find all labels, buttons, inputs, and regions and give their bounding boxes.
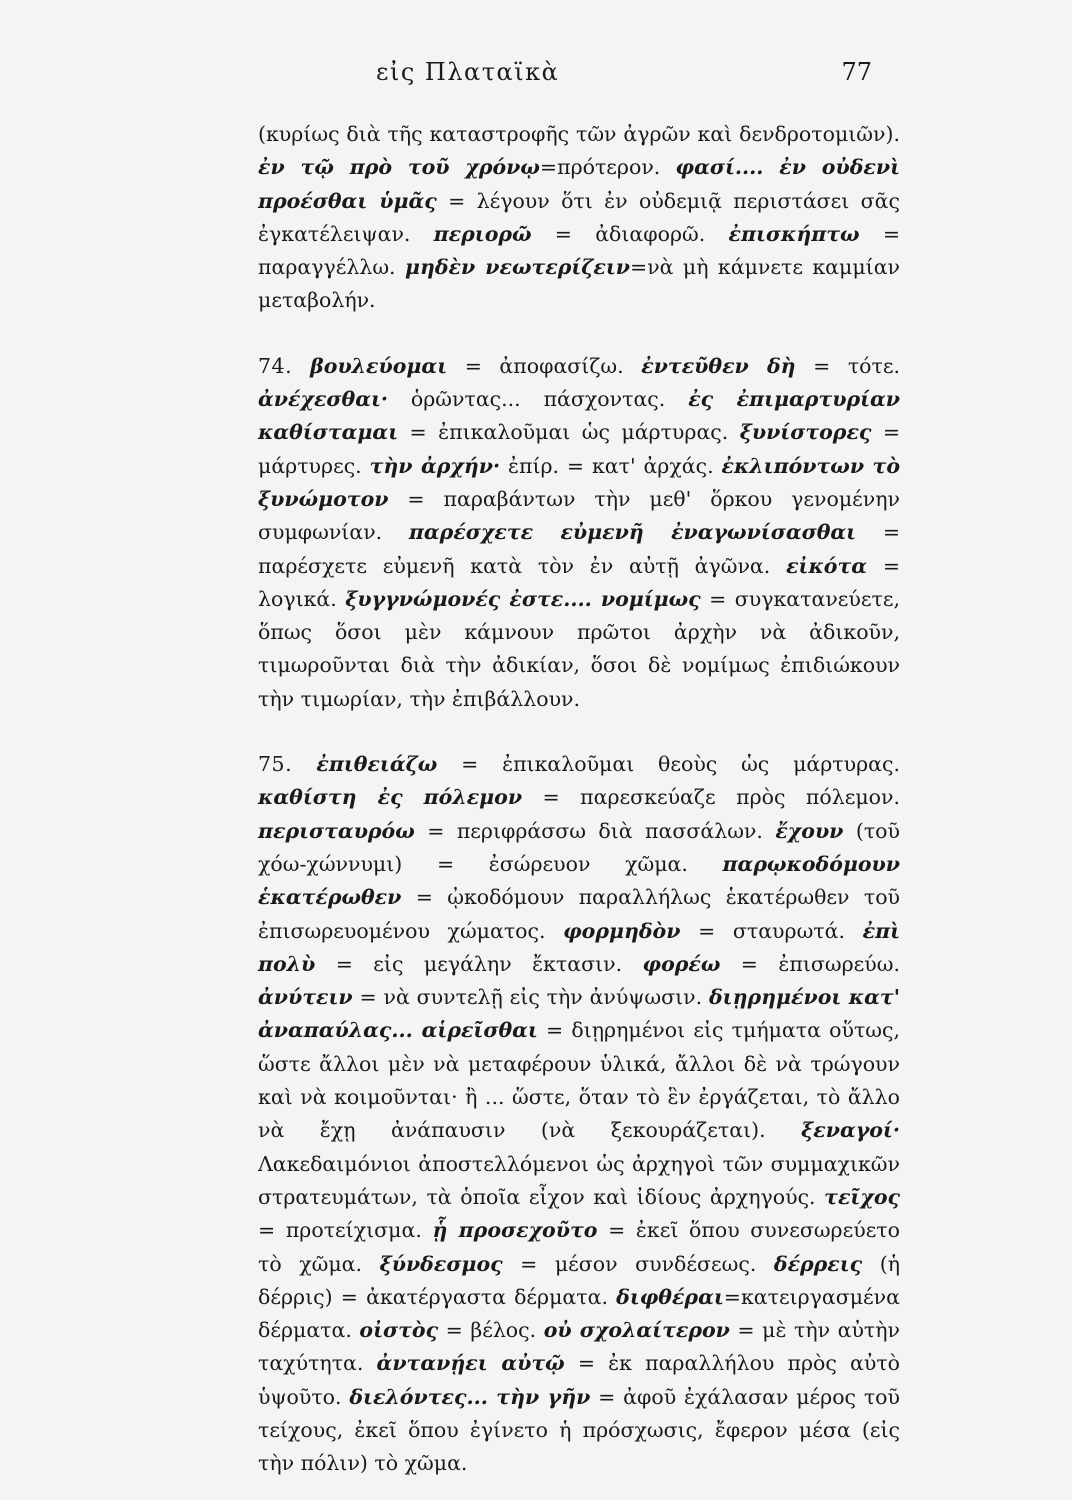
gloss-text: = τότε.	[795, 353, 900, 378]
page-header	[258, 58, 872, 98]
lemma-term: παρέσχετε εὐμενῆ ἐναγωνίσασθαι	[408, 520, 857, 545]
lemma-term: τὴν ἀρχήν·	[369, 453, 501, 478]
gloss-text: = λέγουν ὅτι ἐν οὐδεμιᾷ περιστάσει σᾶς ἐγκατέλειψαν.	[258, 188, 900, 246]
gloss-text: = ἐκεῖ ὅπου συνεσωρεύετο τὸ χῶμα.	[258, 1218, 900, 1276]
lemma-term: μηδὲν νεωτερίζειν	[404, 255, 631, 280]
gloss-text: = ἀποφασίζω.	[447, 353, 642, 378]
gloss-text: = παρέσχετε εὐμενῆ κατὰ τὸν ἐν αὐτῇ ἀγῶνα.	[258, 520, 901, 578]
gloss-text: = παραβάντων τὴν μεθ' ὅρκου γενομένην συμφωνίαν.	[258, 486, 900, 545]
commentary-paragraph	[258, 350, 900, 716]
lemma-term: ἀνέχεσθαι·	[258, 387, 389, 412]
commentary-paragraph	[258, 748, 900, 1481]
gloss-text: = μέσον συνδέσεως.	[502, 1251, 774, 1276]
gloss-text: = σταυρωτά.	[680, 918, 863, 943]
gloss-text: = μάρτυρες.	[258, 420, 900, 478]
gloss-text: = συγκατανεύετε, ὅπως ὅσοι μὲν κάμνουν πρῶτοι ἀρχὴν νὰ ἀδικοῦν, τιμωροῦνται διὰ τὴν ἀδικίαν, ὅσοι δὲ νομίμως ἐπιδιώκουν τὴν τιμωρίαν, τὴν ἐπιβάλλουν.	[258, 586, 900, 711]
gloss-text: = νὰ συντελῇ εἰς τὴν ἀνύψωσιν.	[352, 985, 709, 1010]
lemma-term: δέρρεις	[773, 1251, 863, 1276]
commentary-body	[258, 118, 900, 1481]
lemma-term: ξυνίστορες	[739, 420, 872, 445]
gloss-text: (κυρίως διὰ τῆς καταστροφῆς τῶν ἀγρῶν καὶ δενδροτομιῶν).	[258, 122, 900, 146]
gloss-text: = προτείχισμα.	[258, 1218, 433, 1243]
gloss-text: = εἰς μεγάλην ἔκτασιν.	[315, 951, 643, 976]
lemma-term: ἀνύτειν	[258, 985, 353, 1010]
lemma-term: ξυγγνώμονές ἐστε.... νομίμως	[345, 586, 701, 611]
gloss-text: ὁρῶντας... πάσχοντας.	[388, 387, 689, 412]
gloss-text: = παραγγέλλω.	[258, 221, 900, 280]
gloss-text: = ᾠκοδόμουν παραλλήλως ἑκατέρωθεν τοῦ ἐπισωρευομένου χώματος.	[258, 885, 900, 943]
running-head: εἰς Πλαταϊκὰ	[376, 58, 560, 86]
page-number: 77	[841, 58, 872, 86]
gloss-text: = μὲ τὴν αὐτὴν ταχύτητα.	[258, 1318, 900, 1376]
lemma-term: φορμηδὸν	[563, 918, 681, 943]
lemma-term: ἐντεῦθεν δὴ	[641, 353, 796, 378]
lemma-term: ξύνδεσμος	[379, 1251, 503, 1276]
gloss-text: = διῃρημένοι εἰς τμήματα οὕτως, ὥστε ἄλλοι μὲν νὰ μεταφέρουν ὑλικά, ἄλλοι δὲ νὰ τρώγουν καὶ νὰ κοιμοῦνται· ἢ ... ὥστε, ὅταν τὸ ἓν ἐργάζεται, τὸ ἄλλο νὰ ἔχῃ ἀνάπαυσιν (νὰ ξεκουράζεται).	[258, 1018, 900, 1143]
lemma-term: φασί.... ἐν οὐδενὶ προέσθαι ὑμᾶς	[258, 155, 900, 213]
lemma-term: ἐκλιπόντων τὸ ξυνώμοτον	[258, 453, 900, 511]
gloss-text: = λογικά.	[258, 553, 900, 611]
commentary-paragraph	[258, 118, 900, 318]
section-number: 74.	[258, 353, 311, 378]
lemma-term: καθίστη ἐς πόλεμον	[258, 785, 523, 810]
lemma-term: ἐν τῷ πρὸ τοῦ χρόνῳ	[258, 155, 540, 180]
lemma-term: ἐπὶ πολὺ	[258, 918, 900, 976]
gloss-text: = ἐκ παραλλήλου πρὸς αὐτὸ ὑψοῦτο.	[258, 1351, 901, 1409]
gloss-text: =νὰ μὴ κάμνετε καμμίαν μεταβολήν.	[258, 255, 900, 313]
section-number: 75.	[258, 752, 317, 777]
gloss-text: (ἡ δέρρις) = ἀκατέργαστα δέρματα.	[258, 1251, 900, 1309]
gloss-text: (τοῦ χόω-χώννυμι) = ἐσώρευον χῶμα.	[258, 818, 900, 876]
lemma-term: ἀντανῄει αὐτῷ	[376, 1351, 565, 1376]
gloss-text: = ἐπισωρεύω.	[720, 951, 900, 976]
gloss-text: = παρεσκεύαζε πρὸς πόλεμον.	[522, 785, 900, 810]
lemma-term: ξεναγοί·	[801, 1118, 900, 1143]
lemma-term: φορέω	[642, 951, 721, 976]
lemma-term: ἔχουν	[775, 818, 844, 843]
gloss-text: ἐπίρ. = κατ' ἀρχάς.	[500, 453, 722, 478]
lemma-term: διῃρημένοι κατ' ἀναπαύλας... αἱρεῖσθαι	[258, 985, 900, 1043]
gloss-text: =πρότερον.	[539, 155, 676, 180]
lemma-term: οὐ σχολαίτερον	[543, 1318, 730, 1343]
lemma-term: περιορῶ	[433, 221, 532, 246]
lemma-term: ἐς ἐπιμαρτυρίαν καθίσταμαι	[258, 387, 901, 445]
gloss-text: =κατειργασμένα δέρματα.	[258, 1284, 900, 1343]
lemma-term: ᾗ προσεχοῦτο	[432, 1218, 598, 1243]
gloss-text: = ἀδιαφορῶ.	[531, 221, 729, 246]
gloss-text: = ἀφοῦ ἐχάλασαν μέρος τοῦ τείχους, ἐκεῖ ὅπου ἐγίνετο ἡ πρόσχωσις, ἔφερον μέσα (εἰς τὴν πόλιν) τὸ χῶμα.	[258, 1384, 900, 1476]
gloss-text: = ἐπικαλοῦμαι θεοὺς ὡς μάρτυρας.	[437, 752, 900, 777]
gloss-text: Λακεδαιμόνιοι ἀποστελλόμενοι ὡς ἀρχηγοὶ τῶν συμμαχικῶν στρατευμάτων, τὰ ὁποῖα εἶχον καὶ ἰδίους ἀρχηγούς.	[258, 1151, 900, 1209]
gloss-text: = ἐπικαλοῦμαι ὡς μάρτυρας.	[398, 420, 740, 445]
lemma-term: ἐπιθειάζω	[316, 752, 438, 777]
lemma-term: εἰκότα	[786, 553, 868, 578]
lemma-term: περισταυρόω	[258, 818, 415, 843]
lemma-term: παρῳκοδόμουν ἑκατέρωθεν	[258, 851, 900, 910]
lemma-term: τεῖχος	[824, 1184, 900, 1209]
lemma-term: διφθέραι	[616, 1284, 724, 1309]
lemma-term: ἐπισκήπτω	[728, 221, 860, 246]
lemma-term: οἰστὸς	[359, 1318, 439, 1343]
gloss-text: = βέλος.	[438, 1318, 544, 1343]
lemma-term: βουλεύομαι	[310, 353, 448, 378]
lemma-term: διελόντες... τὴν γῆν	[349, 1384, 591, 1409]
gloss-text: = περιφράσσω διὰ πασσάλων.	[414, 818, 776, 843]
